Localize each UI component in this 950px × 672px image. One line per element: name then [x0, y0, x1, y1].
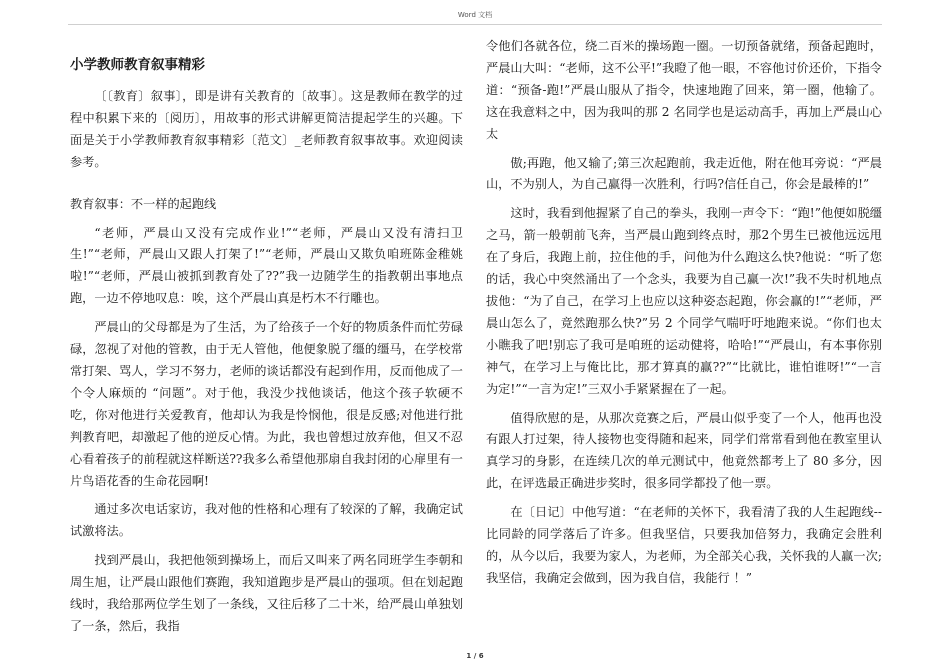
intro-paragraph: 〔〔教育〕叙事〕，即是讲有关教育的〔故事〕。这是教师在教学的过程中积累下来的〔阅历〕，用故事的形式讲解更简洁提起学生的兴趣。下面是关于小学教师教育叙事精彩〔范文〕_老师教育叙事故事。欢迎阅读参考。 [70, 89, 463, 169]
document-title: 小学教师教育叙事精彩 [70, 57, 205, 73]
body-paragraph: 在〔日记〕中他写道：“在老师的关怀下，我看清了我的人生起跑线--比同龄的同学落后了许多。但我坚信，只要我加倍努力，我确定会胜利的，从今以后，我要为家人，为老师，为全部关心我，关怀我的人赢一次;我坚信，我确定会做到，因为我自信，我能行 ！” [486, 505, 882, 585]
body-paragraph: 通过多次电话家访，我对他的性格和心理有了较深的了解，我确定试试激将法。 [70, 502, 463, 539]
body-paragraph: “老师，严晨山又没有完成作业!”“老师，严晨山又没有清扫卫生!”“老师，严晨山又跟人打架了!”“老师，严晨山又欺负咱班陈金稚姚啦!”“老师，严晨山被抓到教育处了??”我一边随学生的指教朝出事地点跑，一边不停地叹息：唉，这个严晨山真是朽木不行雕也。 [70, 225, 463, 306]
left-column [70, 54, 463, 645]
body-paragraph: 找到严晨山，我把他领到操场上，而后又叫来了两名同班学生李朝和周生旭，让严晨山跟他们赛跑，我知道跑步是严晨山的强项。但在划起跑线时，我给那两位学生划了一条线，又往后移了二十米，给严晨山单独划了一条，然后，我指 [70, 553, 463, 633]
body-paragraph: 严晨山的父母都是为了生活，为了给孩子一个好的物质条件而忙劳碌碌，忽视了对他的管教，由于无人管他，他便象脱了缰的缰马，在学校常常打架、骂人，学习不努力，老师的谈话都没有起到作用，反而他成了一个令人麻烦的 “问题”。对于他，我没少找他谈话，他这个孩子软硬不吃，你对他进行关爱教育，他却认为我是怜悯他，很是反感;对他进行批判教育吧，却激起了他的逆反心情。为此，我也曾想过放弃他，但又不忍心看着孩子的前程就这样断送??我多么希望他那扇自我封闭的心扉里有一片鸟语花香的生命花园啊! [70, 320, 463, 488]
body-paragraph: 傲;再跑，他又输了;第三次起跑前，我走近他，附在他耳旁说：“严晨山，不为别人，为自己赢得一次胜利，行吗?信任自己，你会是最棒的!” [486, 155, 882, 192]
body-paragraph: 值得欣慰的是，从那次竞赛之后，严晨山似乎变了一个人，他再也没有跟人打过架，待人接物也变得随和起来，同学们常常看到他在教室里认真学习的身影，在连续几次的单元测试中，他竟然都考上了 80 多分，因此，在评选最正确进步奖时，很多同学都投了他一票。 [486, 410, 882, 491]
body-paragraph: 令他们各就各位，绕二百米的操场跑一圈。一切预备就绪，预备起跑时，严晨山大叫：“老师，这不公平!”我瞪了他一眼，不容他讨价还价，下指令道：“预备-跑!”严晨山服从了指令，快速地跑了回来，第一圈，他输了。这在我意料之中，因为我叫的那 2 名同学也是运动高手，再加上严晨山心太 [486, 39, 882, 141]
page-number: 1 / 6 [466, 652, 484, 660]
page-header [0, 0, 950, 30]
section-heading: 教育叙事：不一样的起跑线 [70, 196, 217, 211]
header-rule [68, 24, 882, 25]
body-paragraph: 这时，我看到他握紧了自己的拳头，我刚一声令下：“跑!”他便如脱缰之马，箭一般朝前飞奔，当严晨山跑到终点时，那2个男生已被他远远甩在了身后，我跑上前，拉住他的手，问他为什么跑这么快?他说：“听了您的话，我心中突然涌出了一个念头，我要为自己赢一次!”我不失时机地点拔他：“为了自己，在学习上也应以这种姿态起跑，你会赢的!”“老师，严晨山怎么了，竟然跑那么快?”另 2 个同学气喘吁吁地跑来说。“你们也太小瞧我了吧!别忘了我可是咱班的运动健将，哈哈!”“严晨山，有本事你别神气，在学习上与俺比比，那才算真的赢??”“比就比，谁怕谁呀!”“一言为定!”“一言为定!”三双小手紧紧握在了一起。 [486, 206, 882, 396]
header-text: Word 文档 [457, 11, 493, 19]
right-column [486, 36, 882, 597]
